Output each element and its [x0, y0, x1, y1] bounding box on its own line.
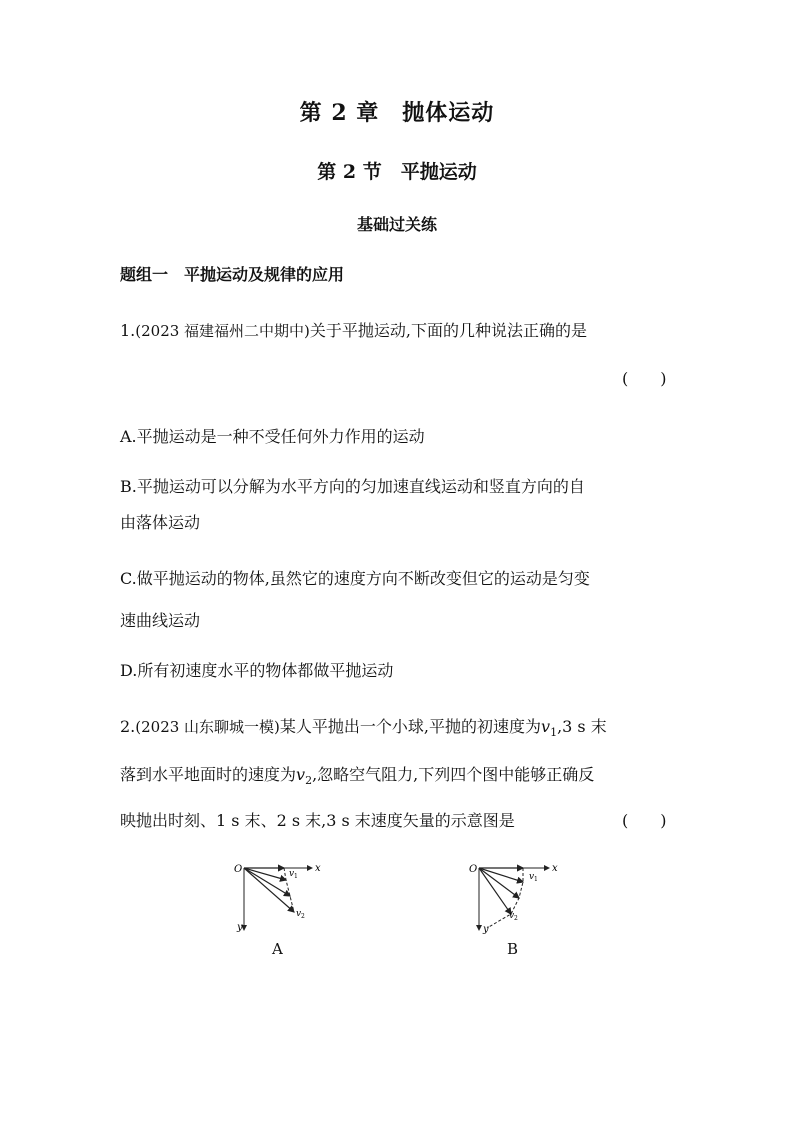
figure-b-label: B [507, 940, 519, 958]
q2-line2-end: ,忽略空气阻力,下列四个图中能够正确反 [312, 765, 595, 784]
q2-number: 2. [120, 717, 136, 736]
chapter-title: 第 2 章 抛体运动 [299, 100, 495, 126]
q1-option-b-line2: 由落体运动 [120, 513, 201, 532]
q1-option-a: A.平抛运动是一种不受任何外力作用的运动 [120, 427, 425, 446]
figure-a-x-label: x [315, 863, 321, 874]
figure-b [465, 854, 565, 936]
q1-option-b-line1: B.平抛运动可以分解为水平方向的匀加速直线运动和竖直方向的自 [120, 477, 585, 496]
q2-line1-text: 某人平抛出一个小球,平抛的初速度为 [279, 717, 542, 736]
q2-v1: v [541, 717, 551, 736]
q2-line1 [120, 714, 607, 739]
q1-option-d: D.所有初速度水平的物体都做平抛运动 [120, 661, 394, 680]
figure-a-v2-label: v [296, 909, 302, 919]
figure-b-diagram [465, 854, 565, 936]
q1-answer-blank: ( ) [622, 369, 667, 388]
figure-a-y-label: y [237, 922, 243, 933]
figure-b-vector-3 [479, 868, 511, 914]
figure-a-v2-sub: 2 [301, 913, 305, 920]
q2-line2-text: 落到水平地面时的速度为 [120, 765, 297, 784]
q1-stem [120, 318, 587, 341]
q2-v2-sub: 2 [305, 774, 313, 788]
figure-b-origin: O [469, 864, 478, 875]
figure-a-vector-2 [244, 868, 290, 896]
q2-v2: v [296, 765, 306, 784]
q2-answer-blank: ( ) [622, 811, 667, 830]
figure-a-v1-label: v [289, 869, 295, 879]
q2-line3: 映抛出时刻、1 s 末、2 s 末,3 s 末速度矢量的示意图是 [120, 811, 515, 830]
q1-stem-text: 关于平抛运动,下面的几种说法正确的是 [309, 321, 588, 340]
figure-b-y-label: y [483, 924, 489, 935]
q2-v1-sub: 1 [550, 726, 558, 740]
figure-b-v2-label: v [509, 911, 515, 921]
q1-source: (2023 福建福州二中期中) [135, 322, 310, 340]
figure-b-v1-label: v [529, 872, 535, 882]
practice-title: 基础过关练 [356, 215, 437, 234]
figure-b-v1-sub: 1 [534, 876, 538, 883]
q2-line2 [120, 762, 594, 787]
figure-a-label: A [272, 940, 283, 958]
section-title: 第 2 节 平抛运动 [317, 161, 477, 183]
q1-option-c-line2: 速曲线运动 [120, 611, 201, 630]
figure-a-origin: O [234, 864, 243, 875]
q1-number: 1. [120, 321, 136, 340]
figure-a-diagram [232, 854, 332, 936]
figure-a-v1-sub: 1 [294, 873, 298, 880]
figure-a [232, 854, 332, 936]
figure-b-x-label: x [552, 863, 558, 874]
figure-b-v2-sub: 2 [514, 915, 518, 922]
q2-source: (2023 山东聊城一模) [135, 718, 280, 736]
figure-b-vector-2 [479, 868, 519, 898]
figure-b-vector-1 [479, 868, 523, 882]
q2-line1-end: ,3 s 末 [557, 717, 607, 736]
q1-option-c-line1: C.做平抛运动的物体,虽然它的速度方向不断改变但它的运动是匀变 [120, 569, 590, 588]
group-title: 题组一 平抛运动及规律的应用 [120, 265, 345, 284]
